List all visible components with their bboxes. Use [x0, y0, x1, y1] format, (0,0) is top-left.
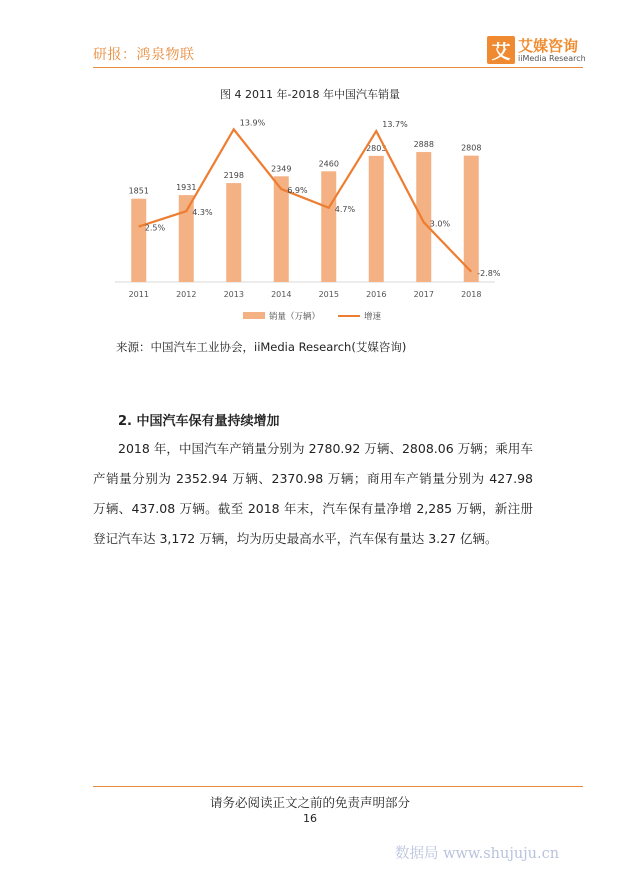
bar-label-2013: 2198 [223, 171, 244, 181]
legend-bar-swatch [243, 312, 265, 319]
footer-divider [93, 786, 583, 787]
bar-label-2011: 1851 [128, 186, 149, 196]
bar-2017 [416, 152, 431, 282]
bar-label-2018: 2808 [461, 143, 482, 153]
legend-bar-label: 销量（万辆） [269, 312, 321, 322]
bar-2011 [131, 199, 146, 282]
bar-2015 [321, 171, 336, 282]
footer-disclaimer: 请务必阅读正文之前的免责声明部分 [209, 795, 410, 810]
x-tick-2015: 2015 [318, 290, 339, 299]
logo-english-name: iiMedia Research [518, 54, 586, 63]
bar-label-2012: 1931 [176, 183, 197, 193]
bar-label-2017: 2888 [413, 140, 434, 150]
bar-2013 [226, 183, 241, 282]
line-label-2017: 3.0% [429, 219, 451, 229]
legend-line-label: 增速 [364, 312, 382, 322]
header-divider [93, 67, 583, 68]
x-tick-2013: 2013 [223, 290, 244, 299]
company-logo [487, 36, 587, 68]
bar-2016 [369, 156, 384, 282]
figure-caption: 图 4 2011 年-2018 年中国汽车销量 [220, 88, 400, 101]
sales-chart [105, 110, 505, 332]
x-tick-2011: 2011 [128, 290, 149, 299]
logo-mark-icon: 艾 [487, 36, 515, 64]
x-tick-2012: 2012 [176, 290, 197, 299]
line-label-2012: 4.3% [192, 208, 213, 218]
report-title: 研报：鸿泉物联 [93, 47, 195, 63]
line-label-2015: 4.7% [334, 204, 356, 214]
watermark-text: 数据局 www.shujuju.cn [395, 846, 560, 862]
x-tick-2017: 2017 [413, 290, 434, 299]
bar-label-2015: 2460 [318, 159, 339, 169]
line-label-2013: 13.9% [239, 118, 266, 128]
line-label-2011: 2.5% [144, 223, 166, 233]
section-heading: 2. 中国汽车保有量持续增加 [118, 414, 280, 429]
x-tick-2014: 2014 [271, 290, 292, 299]
figure-source: 来源：中国汽车工业协会，iiMedia Research(艾媒咨询) [116, 340, 407, 354]
page-number: 16 [303, 812, 317, 825]
bar-2018 [464, 156, 479, 282]
section-paragraph: 2018 年，中国汽车产销量分别为 2780.92 万辆、2808.06 万辆；乘用车产销量分别为 2352.94 万辆、2370.98 万辆；商用车产销量分别为 427.98 万辆、437.08 万辆。截至 2018 年末，汽车保有量净增 2,285 万辆，新注册登记汽车达 3,172 万辆，均为历史最高水平，汽车保有量达 3.27 亿辆。 [93, 441, 533, 546]
bar-label-2016: 2803 [366, 143, 387, 153]
line-label-2016: 13.7% [382, 120, 408, 130]
logo-chinese-name: 艾媒咨询 [518, 37, 579, 55]
x-tick-2018: 2018 [461, 290, 482, 299]
bar-label-2014: 2349 [271, 164, 292, 174]
line-label-2018: -2.8% [477, 268, 501, 278]
line-label-2014: 6.9% [287, 186, 308, 196]
x-tick-2016: 2016 [366, 290, 387, 299]
